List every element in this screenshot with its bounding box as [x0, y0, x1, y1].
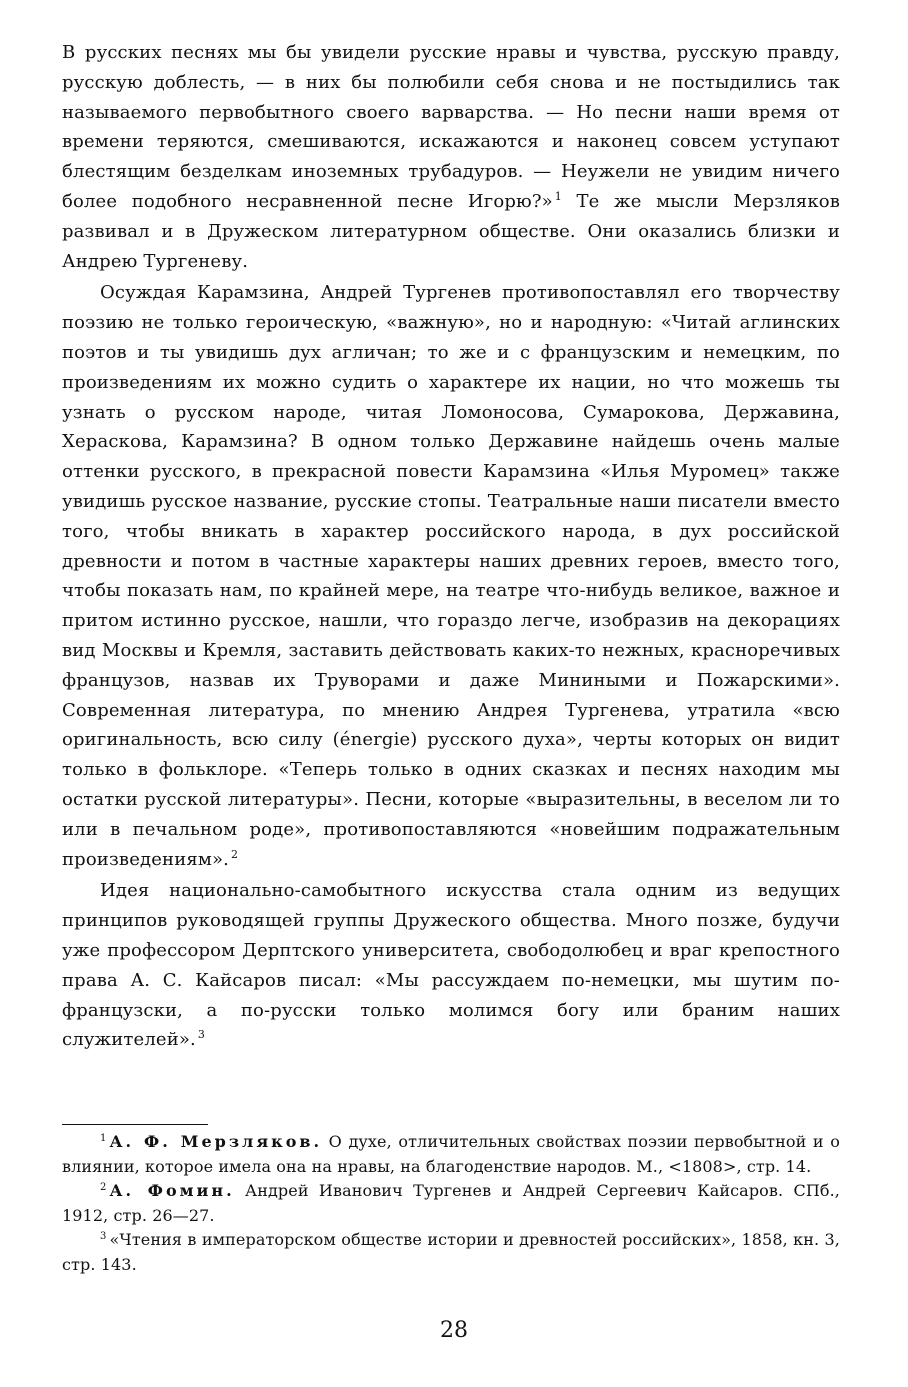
- footnote-1-text: О духе, отличительных свойствах поэзии первобытной и о влиянии, которое имела она на нравы, на благоденствие народов. М., <1808>, стр. 14.: [62, 1132, 840, 1176]
- footnote-1: [62, 1130, 840, 1179]
- footnote-divider: [62, 1124, 208, 1125]
- footnote-2-number: 2: [100, 1182, 107, 1193]
- paragraph-2: [62, 278, 840, 874]
- footnotes: [62, 1130, 840, 1277]
- paragraph-3: [62, 876, 840, 1055]
- paragraph-1: [62, 38, 840, 276]
- footnote-2-text: Андрей Иванович Тургенев и Андрей Сергеевич Кайсаров. СПб., 1912, стр. 26—27.: [62, 1181, 840, 1225]
- paragraph-1-text: В русских песнях мы бы увидели русские нравы и чувства, русскую правду, русскую доблесть, — в них бы полюбили себя снова и не постыдились так называемого первобытного своего варварства. — Но песни наши время от времени теряются, смешиваются, искажаются и наконец совсем уступают блестящим безделкам иноземных трубадуров. — Неужели не увидим ничего более подобного несравненной песне Игорю?»: [62, 42, 840, 212]
- footnote-2: [62, 1179, 840, 1228]
- footnote-ref-3: 3: [197, 1028, 206, 1042]
- footnote-3: [62, 1228, 840, 1277]
- footnote-ref-2: 2: [231, 847, 239, 861]
- paragraph-1-tail: Те же мысли Мерзляков развивал и в Дружеском литературном обществе. Они оказались близки и Андрею Тургеневу.: [62, 190, 840, 272]
- main-text: [62, 38, 840, 1055]
- footnote-1-author: А. Ф. Мерзляков.: [109, 1132, 323, 1151]
- page-number: 28: [440, 1318, 468, 1343]
- paragraph-2-text: Осуждая Карамзина, Андрей Тургенев противопоставлял его творчеству поэзию не только героическую, «важную», но и народную: «Читай аглинских поэтов и ты увидишь дух агличан; то же и с французским и немецким, по произведениям их можно судить о характере их нации, но что можешь ты узнать о русском народе, читая Ломоносова, Сумарокова, Державина, Хераскова, Карамзина? В одном только Державине найдешь очень малые оттенки русского, в прекрасной повести Карамзина «Илья Муромец» также увидишь русское название, русские стопы. Театральные наши писатели вместо того, чтобы вникать в характер российского народа, в дух российской древности и потом в частные характеры наших древних героев, вместо того, чтобы показать нам, по крайней мере, на театре что-нибудь великое, важное и притом истинно русское, нашли, что гораздо легче, изобразив на декорациях вид Москвы и Кремля, заставить действовать каких-то нежных, красноречивых французов, назвав их Труворами и даже Миниными и Пожарскими». Современная литература, по мнению Андрея Тургенева, утратила «всю оригинальность, всю силу (énergie) русского духа», черты которых он видит только в фольклоре. «Теперь только в одних сказках и песнях находим мы остатки русской литературы». Песни, которые «выразительны, в веселом ли то или в печальном роде», противопоставляются «новейшим подражательным произведениям».: [62, 282, 840, 870]
- footnote-3-text: «Чтения в императорском обществе истории и древностей российских», 1858, кн. 3, стр. 143.: [62, 1230, 840, 1274]
- footnote-2-author: А. Фомин.: [109, 1181, 235, 1200]
- footnote-ref-1: 1: [554, 189, 562, 203]
- footnote-1-number: 1: [100, 1133, 107, 1144]
- paragraph-3-text: Идея национально-самобытного искусства стала одним из ведущих принципов руководящей группы Дружеского общества. Много позже, будучи уже профессором Дерптского университета, свободолюбец и враг крепостного права А. С. Кайсаров писал: «Мы рассуждаем по-немецки, мы шутим по-французски, а по-русски только молимся богу или браним наших служителей».: [62, 880, 840, 1051]
- footnote-3-number: 3: [100, 1231, 107, 1242]
